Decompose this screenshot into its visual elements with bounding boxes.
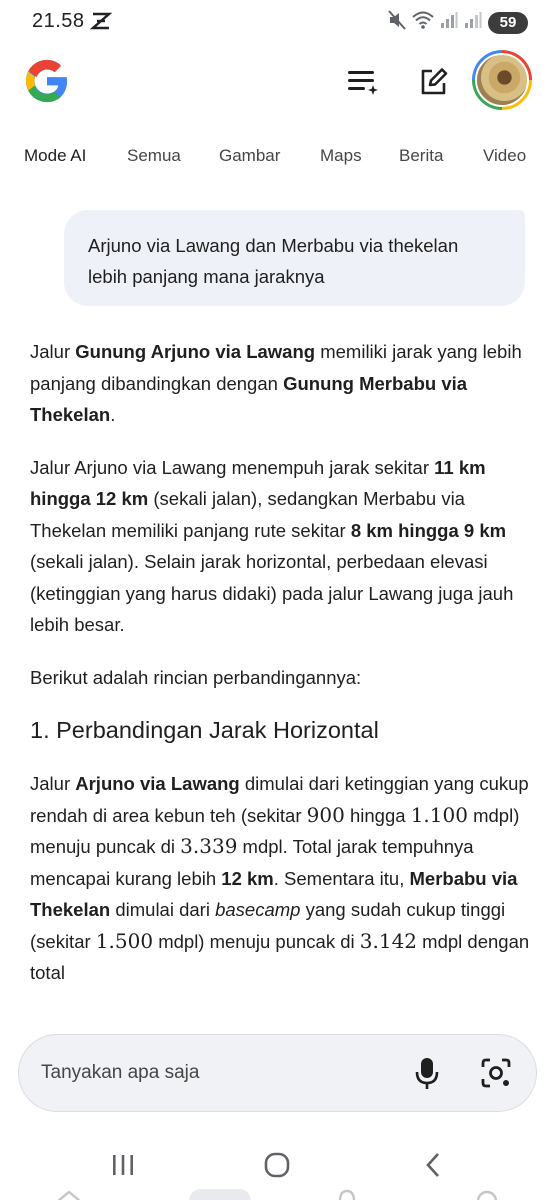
scroll-fade (0, 990, 554, 1018)
home-icon (263, 1151, 291, 1179)
system-nav-bar (0, 1130, 554, 1200)
mic-icon[interactable] (415, 1057, 439, 1096)
answer-paragraph: Jalur Arjuno via Lawang menempuh jarak sekitar 11 km hingga 12 km (sekali jalan), sedangkan Merbabu via Thekelan memiliki panjang rute sekitar 8 km hingga 9 km (sekali jalan). Selain jarak horizontal, perbedaan elevasi (ketinggian yang harus didaki) pada jalur Lawang juga jauh lebih besar. (30, 456, 514, 635)
tab-gambar[interactable]: Gambar (219, 146, 281, 165)
bottom-search-pill-icon (189, 1188, 251, 1200)
home-button[interactable] (257, 1148, 297, 1182)
back-button[interactable] (413, 1148, 453, 1182)
bottom-bell-icon (336, 1188, 358, 1200)
tab-berita[interactable]: Berita (399, 146, 444, 165)
ai-answer (30, 336, 530, 1010)
recent-apps-icon (110, 1153, 136, 1177)
ask-input-placeholder[interactable]: Tanyakan apa saja (41, 1062, 200, 1083)
tab-semua[interactable]: Semua (127, 146, 181, 165)
recent-apps-button[interactable] (103, 1148, 143, 1182)
answer-heading: 1. Perbandingan Jarak Horizontal (30, 717, 379, 743)
bottom-grid-icon (475, 1188, 499, 1200)
ask-input-bar[interactable] (18, 1034, 537, 1112)
back-icon (423, 1152, 443, 1178)
status-time: 21.58 (32, 10, 85, 32)
answer-paragraph: Berikut adalah rincian perbandingannya: (30, 666, 362, 688)
tab-video[interactable]: Video (483, 146, 527, 165)
user-query-bubble[interactable]: Arjuno via Lawang dan Merbabu via thekelan lebih panjang mana jaraknya (64, 210, 525, 306)
tab-maps[interactable]: Maps (320, 146, 362, 165)
answer-paragraph: Jalur Gunung Arjuno via Lawang memiliki jarak yang lebih panjang dibandingkan dengan Gunung Merbabu via Thekelan. (30, 341, 522, 425)
tab-mode-ai[interactable]: Mode AI (24, 146, 87, 165)
lens-camera-icon[interactable] (480, 1057, 512, 1094)
bottom-home-icon (56, 1188, 82, 1200)
battery-badge: 59 (488, 12, 528, 34)
answer-paragraph: Jalur Arjuno via Lawang dimulai dari ketinggian yang cukup rendah di area kebun teh (sekitar 900 hingga 1.100 mdpl) menuju puncak di 3.339 mdpl. Total jarak tempuhnya mencapai kurang lebih 12 km. Sementara itu, Merbabu via Thekelan dimulai dari basecamp yang sudah cukup tinggi (sekitar 1.500 mdpl) menuju puncak di 3.142 mdpl dengan total (30, 773, 530, 983)
